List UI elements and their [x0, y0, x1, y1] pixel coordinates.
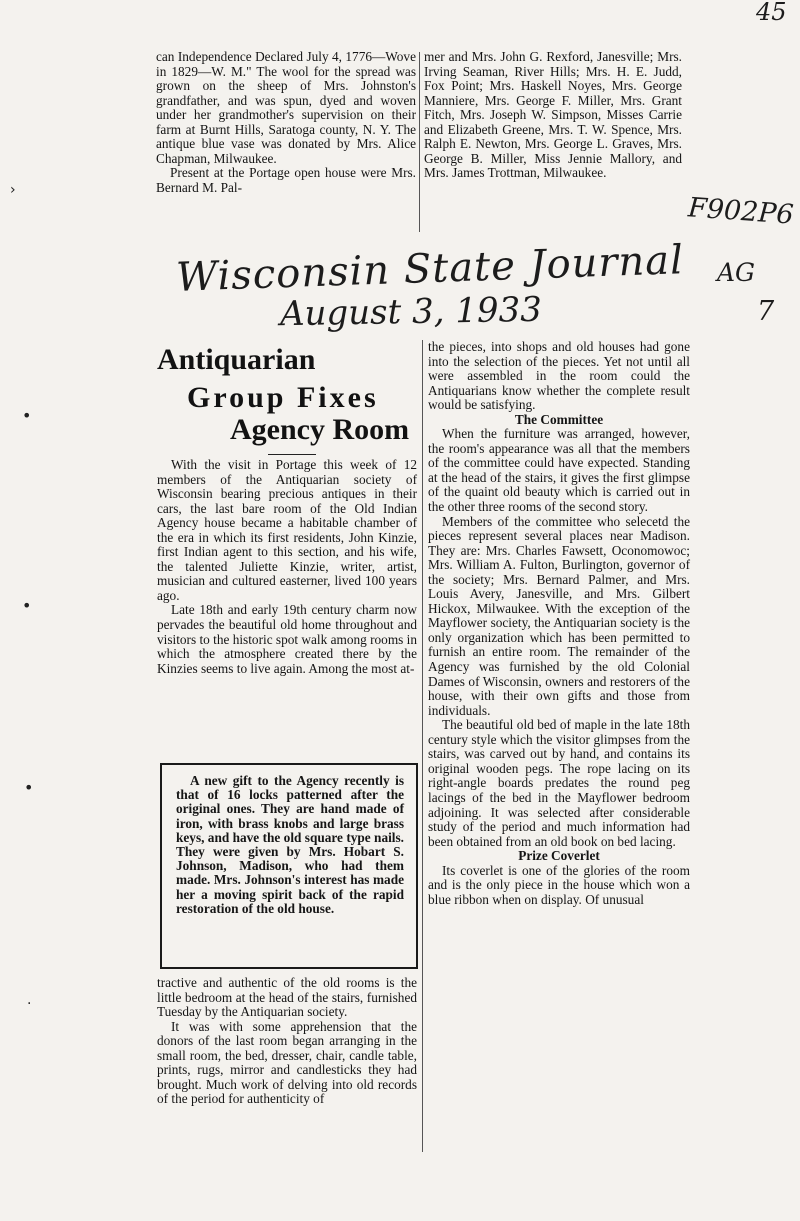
- article-left-column-lower: [157, 976, 417, 1107]
- headline-rule: [268, 454, 316, 455]
- top-right-column: [424, 50, 682, 181]
- paragraph: Members of the committee who selecetd the pieces represent several places near Madison. They are: Mrs. Charles Fawsett, Oconomowoc; Mrs. William A. Fulton, Burlington, governor of the society; Mrs. Bernard Palmer, and Mrs. Louis Avery, Janesville, and Mrs. Gilbert Hickox, Milwaukee. With the exception of the Mayflower society, the Antiquarian society is the only organization which has been permitted to furnish an entire room. The remainder of the Agency was furnished by the old Colonial Dames of Wisconsin, owners and restorers of the house, with their own gifts and those from individuals.: [428, 513, 690, 718]
- paragraph: The beautiful old bed of maple in the late 18th century style which the visitor glimpses from the stairs, was carved out by hand, and contains its original wooden pegs. The rope lacing on its right-angle boards predates the round peg lacings of the bed in the Mayflower bedroom adjoining. It was selected after considerable study of the period and much information had been obtained from an old book on bed lacing.: [428, 717, 690, 849]
- margin-mark: ·: [27, 996, 32, 1012]
- paragraph: mer and Mrs. John G. Rexford, Janesville; Mrs. Irving Seaman, River Hills; Mrs. H. E. Judd, Fox Point; Mrs. Haskell Noyes, Mrs. George Manniere, Mrs. George F. Miller, Mrs. Grant Fitch, Mrs. Joseph W. Simpson, Misses Carrie and Elizabeth Greene, Mrs. T. W. Spence, Mrs. Ralph E. Newton, Mrs. George L. Graves, Mrs. George B. Miller, Miss Jennie Mallory, and Mrs. James Trottman, Milwaukee.: [424, 49, 682, 181]
- sidebar-notice-box: [160, 763, 418, 969]
- paragraph: Present at the Portage open house were Mrs. Bernard M. Pal-: [156, 165, 416, 195]
- column-divider: [422, 340, 423, 1152]
- paragraph: the pieces, into shops and old houses had gone into the selection of the pieces. Yet not until all were assembled in the room could the Antiquarians know whether the complete result would be satisfying.: [428, 339, 690, 413]
- sidebar-notice-text: A new gift to the Agency recently is that of 16 locks patterned after the original ones. They are hand made of iron, with brass knobs and large brass keys, and have the old square type nails. They were given by Mrs. Hobart S. Johnson, Madison, who had them made. Mrs. Johnson's interest has made her a moving spirit back of the rapid restoration of the old house.: [176, 773, 404, 916]
- margin-mark: •: [22, 596, 32, 615]
- article-left-column-upper: [157, 458, 417, 676]
- handwritten-date: August 3, 1933: [279, 289, 543, 335]
- headline-line-1: Antiquarian: [157, 343, 316, 376]
- headline-line-2: Group Fixes: [187, 381, 379, 414]
- handwritten-reference-code: F902P6: [687, 192, 795, 231]
- margin-mark: •: [24, 778, 34, 797]
- top-left-column: [156, 50, 416, 195]
- handwritten-code-7: 7: [757, 296, 775, 327]
- handwritten-source-name: Wisconsin State Journal: [175, 237, 685, 301]
- margin-mark: •: [22, 406, 32, 425]
- paragraph: With the visit in Portage this week of 12 members of the Antiquarian society of Wisconsin bearing precious antiques in their cars, the last bare room of the Old Indian Agency house became a habitable chamber of the era in which its first residents, John Kinzie, first Indian agent to this section, and his wife, the talented Juliette Kinzie, writer, artist, musician and cultured easterner, lived 100 years ago.: [157, 457, 417, 603]
- paragraph: tractive and authentic of the old rooms is the little bedroom at the head of the stairs, furnished Tuesday by the Antiquarian society.: [157, 975, 417, 1020]
- handwritten-page-number: 45: [756, 0, 787, 26]
- column-divider: [419, 52, 420, 232]
- article-right-column: [428, 340, 690, 907]
- handwritten-code-ag: AG: [717, 258, 756, 287]
- paragraph: Late 18th and early 19th century charm now pervades the beautiful old home throughout and visitors to the historic spot walk among rooms in which the atmosphere created there by the Kinzies seems to live again. Among the most at-: [157, 602, 418, 676]
- paragraph: It was with some apprehension that the donors of the last room began arranging in the small room, the bed, dresser, chair, candle table, prints, rugs, mirror and candlesticks they had brought. Much work of delving into old records of the period for authenticity of: [157, 1018, 417, 1107]
- paragraph: Its coverlet is one of the glories of the room and is the only piece in the house which won a blue ribbon when on display. Of unusual: [428, 862, 690, 907]
- margin-mark: ›: [10, 182, 16, 198]
- paragraph: can Independence Declared July 4, 1776—Wove in 1829—W. M." The wool for the spread was grown on the sheep of Mrs. Johnston's grandfather, and was spun, dyed and woven under her grandmother's supervision on their farm at Burnt Hills, Saratoga county, N. Y. The antique blue vase was donated by Mrs. Alice Chapman, Milwaukee.: [156, 49, 416, 166]
- headline-line-3: Agency Room: [230, 413, 410, 446]
- subhead-prize-coverlet: Prize Coverlet: [518, 848, 600, 864]
- paragraph: When the furniture was arranged, however, the room's appearance was all that the members of the committee could have expected. Standing at the head of the stairs, it gives the first glimpse of the quaint old beauty which is carried out in the other three rooms of the second story.: [428, 426, 690, 515]
- subhead-committee: The Committee: [514, 411, 604, 427]
